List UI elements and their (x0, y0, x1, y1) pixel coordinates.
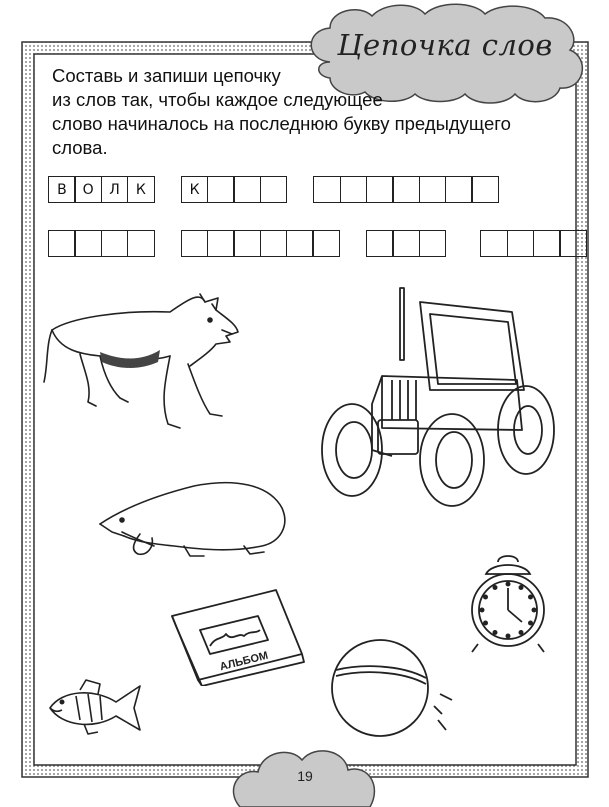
letter-cell[interactable]: В (48, 176, 76, 203)
letter-cell[interactable]: К (127, 176, 155, 203)
word-box-group (181, 176, 288, 203)
letter-cell[interactable] (74, 230, 102, 257)
word-box-group (48, 230, 155, 257)
letter-cell[interactable] (392, 176, 420, 203)
letter-cell[interactable] (101, 230, 129, 257)
album-picture (168, 586, 308, 686)
letter-cell[interactable] (233, 176, 261, 203)
letter-cell[interactable] (445, 176, 473, 203)
letter-cell[interactable] (127, 230, 155, 257)
word-row-1 (48, 176, 499, 203)
page-number: 19 (297, 768, 313, 784)
letter-cell[interactable] (260, 230, 288, 257)
letter-cell[interactable] (233, 230, 261, 257)
letter-cell[interactable] (559, 230, 587, 257)
letter-cell[interactable] (48, 230, 76, 257)
letter-cell[interactable] (419, 176, 447, 203)
letter-cell[interactable]: О (74, 176, 102, 203)
instruction-line: из слов так, чтобы каждое следующее (52, 89, 383, 110)
fish-picture (44, 676, 144, 740)
word-box-group (48, 176, 155, 203)
letter-cell[interactable] (366, 176, 394, 203)
letter-cell[interactable] (260, 176, 288, 203)
letter-cell[interactable]: К (181, 176, 209, 203)
tractor-picture (312, 280, 562, 510)
word-box-group (480, 230, 587, 257)
letter-cell[interactable] (392, 230, 420, 257)
ball-picture (330, 634, 470, 744)
letter-cell[interactable] (207, 230, 235, 257)
letter-cell[interactable] (419, 230, 447, 257)
letter-cell[interactable] (312, 230, 340, 257)
album-label: АЛЬБОМ (218, 649, 270, 674)
wolf-picture (40, 290, 245, 440)
word-box-group (313, 176, 499, 203)
alarm-clock-picture (462, 552, 554, 657)
letter-cell[interactable] (207, 176, 235, 203)
instruction-line: слова. (52, 137, 108, 158)
word-box-group (181, 230, 340, 257)
letter-cell[interactable] (471, 176, 499, 203)
letter-cell[interactable] (480, 230, 508, 257)
letter-cell[interactable] (340, 176, 368, 203)
word-row-2 (48, 230, 587, 257)
mole-picture (94, 472, 294, 562)
letter-cell[interactable]: Л (101, 176, 129, 203)
letter-cell[interactable] (313, 176, 341, 203)
letter-cell[interactable] (507, 230, 535, 257)
letter-cell[interactable] (366, 230, 394, 257)
word-box-group (366, 230, 446, 257)
letter-cell[interactable] (181, 230, 209, 257)
letter-cell[interactable] (286, 230, 314, 257)
task-instructions (52, 64, 572, 160)
page-title: Цепочка слов (337, 28, 553, 62)
letter-cell[interactable] (533, 230, 561, 257)
instruction-line: слово начиналось на последнюю букву предыдущего (52, 113, 511, 134)
instruction-line: Составь и запиши цепочку (52, 65, 281, 86)
